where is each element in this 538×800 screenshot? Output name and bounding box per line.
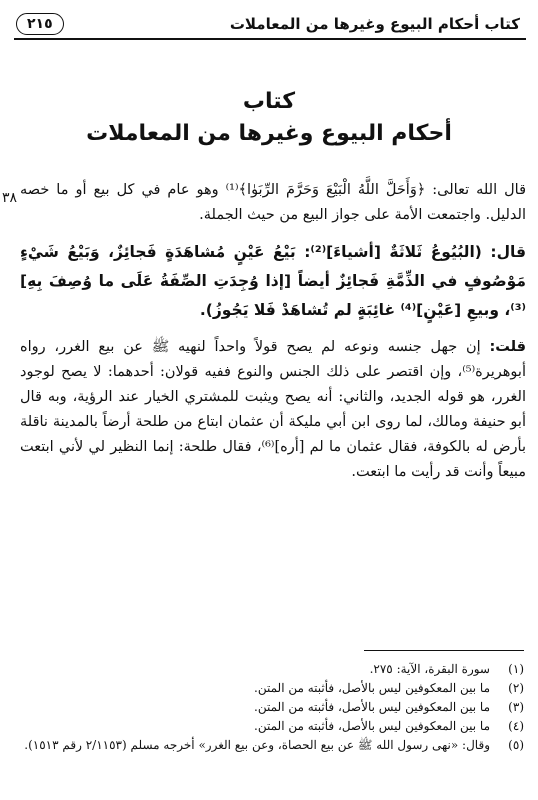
footnote-text: سورة البقرة، الآية: ٢٧٥. <box>369 662 490 676</box>
footnote-text: ما بين المعكوفين ليس بالأصل، فأثبته من المتن. <box>254 700 490 714</box>
footnote-number: (٤) <box>508 719 524 733</box>
footnote-item <box>16 679 524 698</box>
footnote-text: وقال: «نهى رسول الله ﷺ عن بيع الحصاة، وعن بيع الغرر» أخرجه مسلم (٢/١١٥٣ رقم ١٥١٣). <box>24 738 490 752</box>
footnote-item <box>16 736 524 755</box>
footnote-divider <box>364 650 524 651</box>
footnote-number: (١) <box>508 662 524 676</box>
margin-number: ٣٨ <box>2 190 18 206</box>
footnote-number: (٢) <box>508 681 524 695</box>
sharh-lead: قلت: <box>489 339 526 355</box>
matn-paragraph <box>20 238 526 325</box>
footnote-text: ما بين المعكوفين ليس بالأصل، فأثبته من المتن. <box>254 681 490 695</box>
running-header-title: كتاب أحكام البيوع وغيرها من المعاملات <box>229 15 520 33</box>
chapter-heading <box>0 86 538 150</box>
footnote-item <box>16 698 524 717</box>
chapter-heading-line1: كتاب <box>242 89 296 114</box>
footnote-item <box>16 660 524 679</box>
matn-lead: قال: <box>490 243 526 261</box>
footnotes <box>16 660 524 755</box>
sharh-text: إن جهل جنسه ونوعه لم يصح قولاً واحداً لنهيه ﷺ عن بيع الغرر، رواه أبوهريرة⁽⁵⁾، وإن اقتصر على ذلك الجنس والنوع ففيه قولان: أحدهما: لا يصح لوجود الغرر، هو قوله الجديد، والثاني: أنه يصح ويثبت للمشتري الخيار عند الرؤية، وبه قال أبو حنيفة ومالك، لما روى ابن أبي مليكة أن عثمان ابتاع من طلحة أرضاً بالمدينة ناقلة بأرض له بالكوفة، فقال عثمان ما لم [أره]⁽⁶⁾، فقال طلحة: إنما النظير لي لأني ابتعت مبيعاً وأنت قد رأيت ما ابتعت. <box>20 339 527 480</box>
footnote-item <box>16 717 524 736</box>
footnote-number: (٥) <box>508 738 524 752</box>
page-number: ٢١٥ <box>16 13 64 35</box>
chapter-heading-line2: أحكام البيوع وغيرها من المعاملات <box>86 121 452 146</box>
footnote-text: ما بين المعكوفين ليس بالأصل، فأثبته من المتن. <box>254 719 490 733</box>
footnote-number: (٣) <box>508 700 524 714</box>
running-header <box>14 10 526 40</box>
sharh-paragraph <box>20 335 526 485</box>
intro-paragraph: قال الله تعالى: ﴿وَأَحَلَّ اللَّهُ الْبَيْعَ وَحَرَّمَ الرِّبَوٰا﴾⁽¹⁾ وهو عام في كل بيع أو ما خصه الدليل. واجتمعت الأمة على جواز البيع من حيث الجملة. <box>20 182 526 223</box>
main-text <box>20 178 526 485</box>
matn-text: (البُيُوعُ ثَلاثَةٌ [أشياءَ]⁽²⁾: بَيْعُ عَيْنٍ مُشاهَدَةٍ فَجائِزٌ، وَبَيْعُ شَيْءٍ مَوْصُوفٍ في الذِّمَّةِ فَجائِزٌ أيضاً [إذا وُجِدَتِ الصِّفَةُ عَلَى ما وُصِفَ بِهِ]⁽³⁾، وبيعِ [عَيْنٍ]⁽⁴⁾ غائِبَةٍ لم تُشاهَدْ فَلا يَجُوزُ). <box>20 243 526 319</box>
